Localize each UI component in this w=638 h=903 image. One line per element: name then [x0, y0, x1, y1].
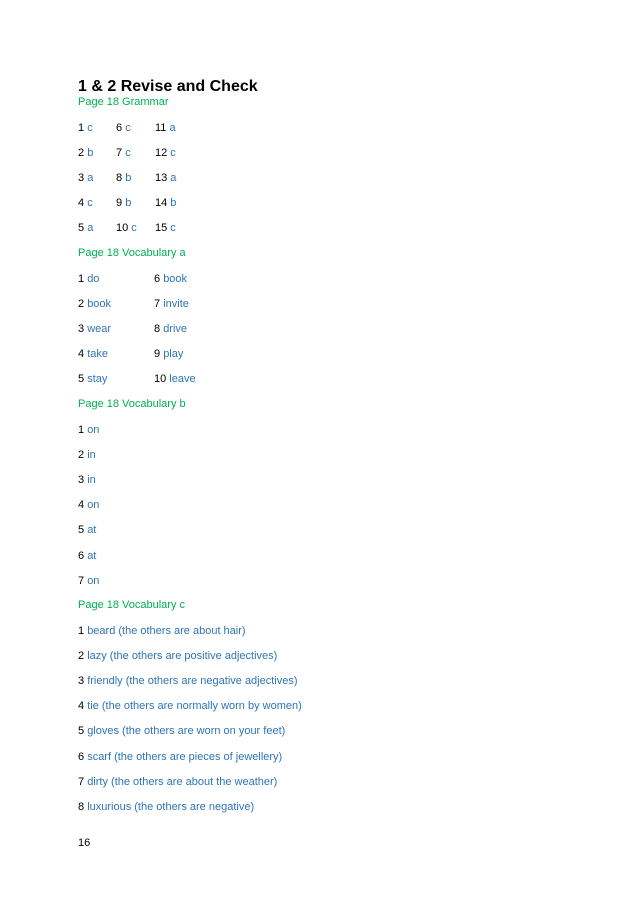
- answer-text: a: [87, 222, 94, 235]
- answer-text: stay: [87, 373, 108, 386]
- question-number: 10: [116, 222, 132, 235]
- answer-item: [78, 448, 96, 462]
- answer-item: [155, 221, 176, 235]
- question-number: 8: [78, 800, 88, 813]
- question-number: 14: [155, 197, 171, 210]
- answer-text: at: [87, 524, 97, 537]
- question-number: 5: [78, 373, 88, 386]
- question-number: 13: [155, 172, 171, 185]
- answer-item: [78, 699, 302, 713]
- question-number: 10: [154, 373, 170, 386]
- question-number: 6: [78, 750, 88, 763]
- answer-text: c: [125, 147, 131, 160]
- answer-item: [78, 171, 93, 185]
- answer-text: c: [87, 122, 93, 134]
- section-heading-vocabulary-a: Page 18 Vocabulary a: [78, 247, 186, 259]
- question-number: 1: [78, 122, 88, 134]
- answer-text: friendly (the others are negative adjectives): [87, 675, 298, 688]
- answer-text: do: [87, 273, 100, 285]
- answer-text: b: [125, 172, 132, 185]
- answer-item: [116, 171, 131, 185]
- answer-text: a: [87, 172, 94, 185]
- question-number: 3: [78, 323, 88, 336]
- answer-item: [78, 624, 246, 638]
- question-number: 7: [154, 298, 164, 311]
- answer-item: [78, 473, 96, 487]
- question-number: 5: [78, 222, 88, 235]
- answer-item: [78, 372, 107, 386]
- answer-text: scarf (the others are pieces of jewellery): [87, 750, 283, 763]
- answer-text: c: [125, 122, 131, 134]
- answer-text: in: [87, 449, 96, 462]
- question-number: 1: [78, 424, 88, 436]
- answer-text: leave: [169, 373, 196, 386]
- answer-item: [78, 272, 99, 286]
- question-number: 2: [78, 650, 88, 663]
- answer-item: [154, 322, 187, 336]
- answer-item: [116, 196, 131, 210]
- question-number: 11: [155, 122, 170, 134]
- answer-text: on: [87, 424, 100, 436]
- section-heading-vocabulary-b: Page 18 Vocabulary b: [78, 398, 186, 410]
- answer-text: tie (the others are normally worn by women): [87, 700, 302, 713]
- answer-text: a: [170, 172, 177, 185]
- answer-item: [78, 423, 99, 437]
- answer-text: in: [87, 474, 96, 487]
- answer-text: a: [169, 122, 176, 134]
- answer-item: [154, 372, 196, 386]
- question-number: 9: [116, 197, 126, 210]
- answer-item: [116, 121, 131, 135]
- answer-text: beard (the others are about hair): [87, 625, 246, 637]
- answer-text: play: [163, 348, 184, 361]
- question-number: 12: [155, 147, 171, 160]
- answer-item: [78, 121, 93, 135]
- question-number: 2: [78, 449, 88, 462]
- question-number: 3: [78, 172, 88, 185]
- answer-item: [78, 196, 93, 210]
- section-heading-vocabulary-c: Page 18 Vocabulary c: [78, 599, 186, 611]
- question-number: 2: [78, 298, 88, 311]
- answer-item: [78, 574, 99, 588]
- answer-item: [78, 775, 277, 789]
- answer-text: drive: [163, 323, 188, 336]
- question-number: 9: [154, 348, 164, 361]
- answer-item: [78, 649, 277, 663]
- answer-item: [78, 322, 111, 336]
- question-number: 15: [155, 222, 171, 235]
- question-number: 3: [78, 675, 88, 688]
- answer-item: [116, 146, 131, 160]
- question-number: 1: [78, 273, 88, 285]
- answer-text: c: [131, 222, 137, 235]
- answer-text: dirty (the others are about the weather): [87, 775, 278, 788]
- question-number: 8: [154, 323, 164, 336]
- answer-item: [78, 221, 93, 235]
- answer-text: book: [87, 298, 112, 311]
- answer-text: b: [170, 197, 177, 210]
- question-number: 5: [78, 524, 88, 537]
- answer-item: [116, 221, 137, 235]
- answer-item: [78, 724, 285, 738]
- answer-text: c: [170, 222, 176, 235]
- question-number: 4: [78, 197, 88, 210]
- answer-item: [78, 549, 96, 563]
- section-heading-grammar: Page 18 Grammar: [78, 96, 169, 108]
- page-title: 1 & 2 Revise and Check: [78, 78, 258, 95]
- answer-text: c: [87, 197, 93, 210]
- answer-item: [78, 523, 96, 537]
- question-number: 7: [78, 775, 88, 788]
- answer-text: luxurious (the others are negative): [87, 800, 255, 813]
- question-number: 8: [116, 172, 126, 185]
- answer-item: [155, 196, 176, 210]
- answer-item: [78, 674, 298, 688]
- question-number: 1: [78, 625, 88, 637]
- question-number: 4: [78, 700, 88, 713]
- answer-item: [154, 272, 187, 286]
- answer-text: b: [125, 197, 132, 210]
- answer-item: [78, 498, 99, 512]
- answer-item: [155, 146, 176, 160]
- answer-item: [78, 146, 93, 160]
- answer-item: [78, 347, 108, 361]
- question-number: 6: [116, 122, 126, 134]
- question-number: 7: [78, 574, 88, 587]
- answer-text: c: [170, 147, 176, 160]
- answer-text: lazy (the others are positive adjectives): [87, 650, 278, 663]
- answer-item: [154, 297, 189, 311]
- question-number: 6: [154, 273, 164, 285]
- question-number: 2: [78, 147, 88, 160]
- question-number: 7: [116, 147, 126, 160]
- answer-item: [155, 121, 176, 135]
- answer-item: [78, 750, 282, 764]
- question-number: 6: [78, 549, 88, 562]
- answer-text: at: [87, 549, 97, 562]
- answer-text: book: [163, 273, 188, 285]
- page-number: 16: [78, 837, 91, 849]
- answer-text: on: [87, 574, 100, 587]
- question-number: 5: [78, 725, 88, 738]
- answer-item: [155, 171, 176, 185]
- question-number: 4: [78, 348, 88, 361]
- answer-text: on: [87, 499, 100, 512]
- answer-text: take: [87, 348, 108, 361]
- question-number: 4: [78, 499, 88, 512]
- answer-item: [78, 800, 254, 814]
- answer-text: wear: [87, 323, 112, 336]
- answer-item: [154, 347, 183, 361]
- answer-item: [78, 297, 111, 311]
- question-number: 3: [78, 474, 88, 487]
- answer-text: invite: [163, 298, 189, 311]
- answer-text: gloves (the others are worn on your feet): [87, 725, 286, 738]
- answer-text: b: [87, 147, 94, 160]
